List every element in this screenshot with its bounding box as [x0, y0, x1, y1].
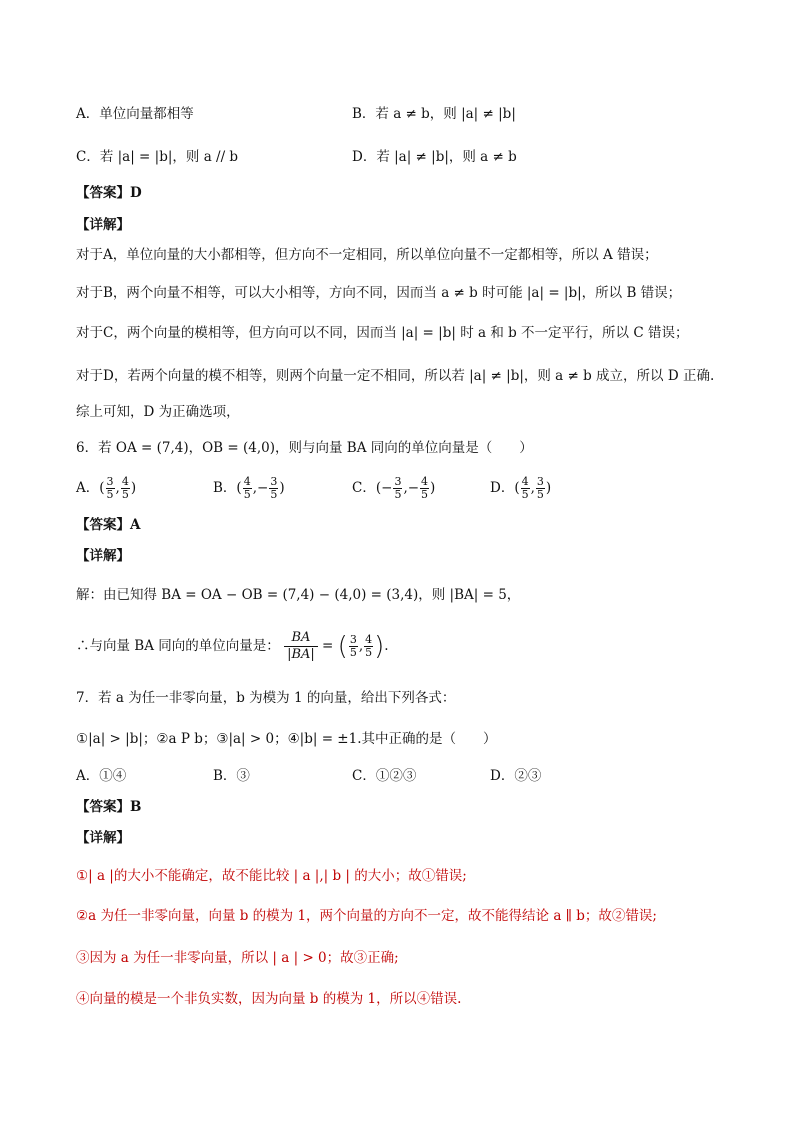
option-label: B． [213, 480, 237, 496]
q5-detail-line: 对于C，两个向量的模相等，但方向可以不同，因而当 |a| = |b| 时 a 和 b 不一定平行，所以 C 错误； [76, 325, 689, 341]
q5-detail-line: 综上可知，D 为正确选项， [76, 404, 240, 420]
q7-detail-heading: 【详解】 [76, 830, 130, 846]
q5-detail-heading: 【详解】 [76, 217, 130, 233]
unit-vector-fraction: $\frac{BA}{|BA|}$ [284, 630, 318, 663]
q7-answer: 【答案】B [76, 799, 142, 815]
q7-option-b: B．③ [213, 768, 250, 784]
fraction: $\frac{3}{5}$ [536, 475, 544, 501]
fraction: $\frac{3}{5}$ [270, 475, 278, 501]
q5-answer: 【答案】D [76, 185, 142, 201]
q7-option-a: A．①④ [76, 768, 127, 784]
q7-option-c: C．①②③ [352, 768, 417, 784]
option-label: D． [490, 480, 515, 496]
q5-detail-line: 对于A，单位向量的大小都相等，但方向不一定相同，所以单位向量不一定都相等，所以 A 错误； [76, 247, 658, 263]
q5-detail-line: 对于D，若两个向量的模不相等，则两个向量一定不相同，所以若 |a| ≠ |b|，则 a ≠ b 成立，所以 D 正确. [76, 368, 715, 384]
q6-option-a: A．( $\frac{3}{5}$ , $\frac{4}{5}$ ) [76, 475, 137, 501]
q7-stem: 7．若 a 为任一非零向量，b 为模为 1 的向量，给出下列各式： [76, 690, 456, 706]
q6-answer: 【答案】A [76, 517, 141, 533]
q7-detail-line: ④向量的模是一个非负实数，因为向量 b 的模为 1，所以④错误. [76, 991, 462, 1007]
option-label: A． [76, 480, 100, 496]
q6-solution-line-2: ∴与向量 BA 同向的单位向量是： $\frac{BA}{|BA|}$ = ( $\frac{3}{5}$ , $\frac{4}{5}$ ). [76, 630, 389, 662]
q6-option-c: C．(− $\frac{3}{5}$ ,− $\frac{4}{5}$ ) [352, 475, 436, 501]
fraction: $\frac{4}{5}$ [421, 475, 429, 501]
solution-prefix: ∴与向量 BA 同向的单位向量是： [76, 638, 280, 654]
fraction: $\frac{3}{5}$ [106, 475, 114, 501]
q6-option-b: B．( $\frac{4}{5}$ ,− $\frac{3}{5}$ ) [213, 475, 285, 501]
fraction: $\frac{4}{5}$ [121, 475, 129, 501]
q7-detail-line: ③因为 a 为任一非零向量，所以 | a | > 0；故③正确; [76, 950, 399, 966]
q6-detail-heading: 【详解】 [76, 548, 130, 564]
q6-solution-line: 解：由已知得 BA = OA − OB = (7,4) − (4,0) = (3,4)，则 |BA| = 5， [76, 587, 521, 603]
q5-detail-line: 对于B，两个向量不相等，可以大小相等，方向不同，因而当 a ≠ b 时可能 |a| = |b|，所以 B 错误； [76, 285, 682, 301]
q5-option-d: D．若 |a| ≠ |b|，则 a ≠ b [352, 149, 517, 165]
q5-option-b: B．若 a ≠ b，则 |a| ≠ |b| [352, 106, 516, 122]
q6-stem: 6．若 OA = (7,4)，OB = (4,0)，则与向量 BA 同向的单位向量是（ ） [76, 440, 533, 456]
fraction: $\frac{3}{5}$ [349, 633, 357, 659]
q7-items: ①|a| > |b|；②a P b；③|a| > 0；④|b| = ±1.其中正确的是（ ） [76, 731, 497, 747]
q5-option-a: A．单位向量都相等 [76, 106, 194, 122]
option-label: C． [352, 480, 376, 496]
q7-detail-line: ①| a |的大小不能确定，故不能比较 | a |,| b | 的大小；故①错误; [76, 868, 467, 884]
q5-option-c: C．若 |a| = |b|，则 a // b [76, 149, 239, 165]
q6-option-d: D．( $\frac{4}{5}$ , $\frac{3}{5}$ ) [490, 475, 552, 501]
fraction: $\frac{4}{5}$ [243, 475, 251, 501]
fraction: $\frac{3}{5}$ [394, 475, 402, 501]
fraction: $\frac{4}{5}$ [365, 633, 373, 659]
q7-option-d: D．②③ [490, 768, 542, 784]
q7-detail-line: ②a 为任一非零向量，向量 b 的模为 1，两个向量的方向不一定，故不能得结论 a ∥ b；故②错误; [76, 908, 657, 924]
fraction: $\frac{4}{5}$ [521, 475, 529, 501]
